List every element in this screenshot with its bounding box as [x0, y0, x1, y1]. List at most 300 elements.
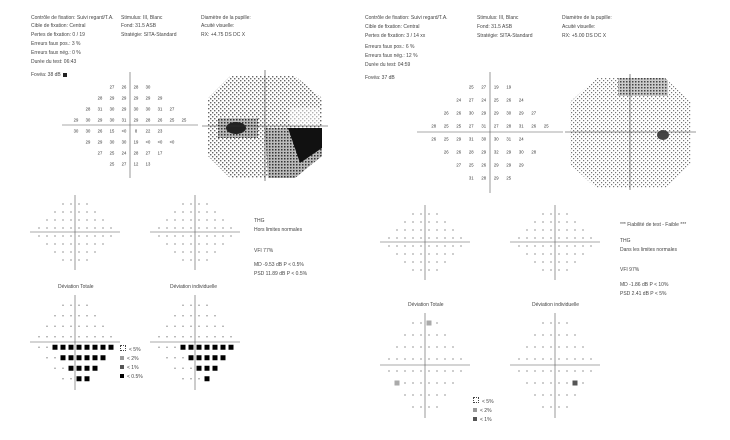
probability-symbol — [412, 322, 413, 323]
md: MD -1.86 dB P < 10% — [620, 282, 669, 288]
probability-symbol — [566, 346, 567, 347]
probability-symbol — [62, 326, 63, 327]
threshold-value: 29 — [157, 95, 163, 101]
threshold-value: 26 — [481, 162, 487, 168]
probability-symbol — [222, 219, 223, 220]
threshold-value: 32 — [493, 149, 499, 155]
threshold-value: 29 — [481, 110, 487, 116]
probability-symbol — [436, 394, 437, 395]
threshold-value: 23 — [157, 128, 163, 134]
probability-symbol — [444, 253, 445, 254]
threshold-value: 26 — [506, 97, 512, 103]
probability-symbol — [574, 370, 575, 371]
probability-symbol — [420, 346, 421, 347]
probability-symbol — [420, 406, 421, 407]
probability-symbol — [182, 227, 183, 228]
threshold-value: 30 — [109, 106, 115, 112]
probability-symbol — [412, 221, 413, 222]
probability-symbol — [412, 406, 413, 407]
probability-symbol — [404, 229, 405, 230]
probability-symbol — [62, 243, 63, 244]
probability-symbol — [54, 315, 55, 316]
probability-symbol — [428, 261, 429, 262]
probability-symbol — [558, 229, 559, 230]
probability-symbol — [566, 245, 567, 246]
threshold-value: <0 — [145, 139, 151, 145]
probability-symbol — [428, 221, 429, 222]
probability-symbol — [412, 346, 413, 347]
probability-symbol — [518, 237, 519, 238]
probability-symbol — [550, 245, 551, 246]
threshold-value: 29 — [109, 95, 115, 101]
probability-symbol — [558, 221, 559, 222]
fixation-losses: Pertes de fixation: 3 / 14 xx — [365, 33, 426, 39]
probability-symbol — [102, 227, 103, 228]
probability-symbol — [182, 219, 183, 220]
probability-symbol — [526, 382, 527, 383]
probability-symbol — [78, 227, 79, 228]
threshold-value: 31 — [468, 136, 474, 142]
probability-symbol — [452, 382, 453, 383]
probability-symbol — [206, 259, 207, 260]
probability-symbol — [198, 378, 199, 379]
probability-symbol — [534, 370, 535, 371]
threshold-value: 28 — [506, 123, 512, 129]
probability-symbol — [77, 376, 82, 381]
threshold-value: 27 — [97, 150, 103, 156]
probability-symbol — [198, 326, 199, 327]
probability-symbol — [550, 334, 551, 335]
probability-symbol — [542, 253, 543, 254]
probability-symbol — [197, 355, 202, 360]
probability-symbol — [542, 382, 543, 383]
probability-symbol — [86, 211, 87, 212]
probability-symbol — [38, 235, 39, 236]
threshold-value: 28 — [481, 175, 487, 181]
probability-symbol — [93, 345, 98, 350]
probability-symbol — [206, 243, 207, 244]
threshold-value: 30 — [109, 139, 115, 145]
threshold-value: 27 — [456, 162, 462, 168]
probability-symbol — [404, 245, 405, 246]
probability-symbol — [412, 229, 413, 230]
probability-symbol — [582, 358, 583, 359]
threshold-value: 28 — [468, 149, 474, 155]
probability-symbol — [222, 326, 223, 327]
probability-symbol — [229, 345, 234, 350]
fixation-losses: Pertes de fixation: 0 / 19 — [31, 32, 85, 38]
probability-symbol — [94, 326, 95, 327]
probability-symbol — [428, 269, 429, 270]
probability-symbol — [62, 378, 63, 379]
fovea-value: Fovéa: 38 dB — [31, 72, 67, 78]
probability-symbol — [452, 237, 453, 238]
threshold-value: 26 — [97, 128, 103, 134]
false-pos: Erreurs faux pos.: 3 % — [31, 41, 81, 47]
threshold-value: 15 — [109, 128, 115, 134]
probability-symbol — [166, 235, 167, 236]
probability-symbol — [566, 406, 567, 407]
probability-symbol — [566, 253, 567, 254]
probability-symbol — [526, 237, 527, 238]
probability-symbol — [86, 203, 87, 204]
probability-symbol — [542, 406, 543, 407]
total-deviation-label: Déviation Totale — [58, 284, 94, 290]
probability-symbol — [436, 370, 437, 371]
probability-symbol — [38, 336, 39, 337]
probability-symbol — [214, 219, 215, 220]
threshold-value: 25 — [109, 161, 115, 167]
probability-symbol — [550, 370, 551, 371]
probability-symbol — [85, 355, 90, 360]
probability-symbol — [86, 336, 87, 337]
probability-symbol — [94, 315, 95, 316]
probability-symbol — [558, 370, 559, 371]
probability-symbol — [582, 253, 583, 254]
probability-symbol — [174, 211, 175, 212]
probability-symbol — [444, 346, 445, 347]
threshold-value: <0 — [157, 139, 163, 145]
probability-symbol — [182, 378, 183, 379]
probability-symbol — [444, 245, 445, 246]
probability-symbol — [582, 370, 583, 371]
probability-symbol — [566, 229, 567, 230]
probability-symbol — [38, 227, 39, 228]
probability-symbol — [166, 227, 167, 228]
threshold-value: 31 — [506, 136, 512, 142]
probability-symbol — [109, 345, 114, 350]
threshold-value: 31 — [121, 117, 127, 123]
right-eye-report — [365, 0, 730, 440]
probability-symbol — [436, 253, 437, 254]
probability-symbol — [78, 211, 79, 212]
threshold-value: 26 — [121, 84, 127, 90]
threshold-value: 26 — [157, 117, 163, 123]
probability-symbol — [534, 261, 535, 262]
probability-symbol — [420, 245, 421, 246]
probability-symbol — [198, 305, 199, 306]
probability-symbol — [190, 251, 191, 252]
probability-symbol — [174, 336, 175, 337]
probability-symbol — [77, 345, 82, 350]
probability-symbol — [542, 245, 543, 246]
probability-symbol — [436, 245, 437, 246]
probability-symbol — [534, 245, 535, 246]
probability-symbol — [77, 355, 82, 360]
threshold-value: 26 — [431, 136, 437, 142]
threshold-value: 27 — [169, 106, 175, 112]
probability-symbol — [534, 334, 535, 335]
probability-symbol — [526, 346, 527, 347]
probability-symbol — [534, 346, 535, 347]
probability-symbol — [420, 334, 421, 335]
probability-symbol — [78, 315, 79, 316]
probability-symbol — [566, 261, 567, 262]
probability-symbol — [436, 346, 437, 347]
probability-symbol — [86, 326, 87, 327]
fixation-target: Cible de fixation: Central — [365, 24, 420, 30]
probability-symbol — [452, 229, 453, 230]
threshold-value: 8 — [134, 128, 138, 134]
probability-symbol — [573, 381, 578, 386]
probability-symbol — [582, 245, 583, 246]
probability-symbol — [452, 346, 453, 347]
probability-symbol — [436, 334, 437, 335]
threshold-value: 19 — [506, 84, 512, 90]
probability-symbol — [174, 227, 175, 228]
probability-symbol — [54, 251, 55, 252]
probability-symbol — [206, 227, 207, 228]
probability-symbol — [404, 261, 405, 262]
probability-symbol — [404, 221, 405, 222]
threshold-value: 29 — [97, 117, 103, 123]
probability-symbol — [412, 261, 413, 262]
threshold-value: 30 — [73, 128, 79, 134]
probability-symbol — [582, 229, 583, 230]
probability-symbol — [174, 357, 175, 358]
probability-symbol — [550, 261, 551, 262]
probability-symbol — [420, 394, 421, 395]
probability-symbol — [526, 229, 527, 230]
probability-symbol — [197, 345, 202, 350]
probability-symbol — [69, 355, 74, 360]
probability-symbol — [558, 394, 559, 395]
threshold-value: 24 — [121, 150, 127, 156]
probability-symbol — [158, 336, 159, 337]
threshold-value: 27 — [493, 123, 499, 129]
threshold-value: 29 — [121, 106, 127, 112]
probability-symbol — [213, 366, 218, 371]
probability-symbol — [574, 221, 575, 222]
probability-symbol — [542, 221, 543, 222]
probability-symbol — [70, 259, 71, 260]
probability-symbol — [61, 355, 66, 360]
ght-value: Dans les limites normales — [620, 247, 677, 253]
probability-symbol — [190, 378, 191, 379]
grayscale-plot-left — [200, 68, 330, 183]
probability-symbol — [46, 357, 47, 358]
threshold-value: 25 — [443, 123, 449, 129]
probability-symbol — [182, 326, 183, 327]
probability-symbol — [412, 253, 413, 254]
probability-symbol — [396, 358, 397, 359]
probability-symbol — [102, 243, 103, 244]
probability-symbol — [436, 382, 437, 383]
probability-symbol — [214, 336, 215, 337]
background: Fond: 31.5 ASB — [477, 24, 513, 30]
fixation-target: Cible de fixation: Central — [31, 23, 86, 29]
probability-symbol — [404, 334, 405, 335]
probability-symbol — [62, 235, 63, 236]
threshold-value: 29 — [133, 117, 139, 123]
probability-symbol — [550, 269, 551, 270]
probability-symbol — [396, 229, 397, 230]
probability-symbol — [206, 305, 207, 306]
probability-symbol — [436, 237, 437, 238]
threshold-value: 30 — [109, 117, 115, 123]
threshold-value: 13 — [145, 161, 151, 167]
probability-symbol — [412, 358, 413, 359]
probability-symbol — [54, 219, 55, 220]
probability-symbol — [198, 251, 199, 252]
false-pos: Erreurs faux pos.: 6 % — [365, 44, 415, 50]
probability-symbol — [102, 235, 103, 236]
probability-symbol — [558, 358, 559, 359]
threshold-value: 31 — [157, 106, 163, 112]
probability-symbol — [574, 358, 575, 359]
total-deviation-prob-left — [30, 295, 120, 390]
probability-symbol — [230, 227, 231, 228]
probability-symbol — [101, 345, 106, 350]
strategy: Stratégie: SITA-Standard — [121, 32, 177, 38]
fixation-control: Contrôle de fixation: Suivi regard/T.A. — [365, 15, 448, 21]
probability-symbol — [110, 336, 111, 337]
probability-symbol — [428, 406, 429, 407]
probability-symbol — [182, 243, 183, 244]
probability-symbol — [62, 305, 63, 306]
probability-symbol — [46, 227, 47, 228]
probability-symbol — [93, 366, 98, 371]
legend-item: < 5% — [120, 345, 143, 353]
probability-symbol — [70, 219, 71, 220]
probability-symbol — [102, 336, 103, 337]
probability-symbol — [62, 251, 63, 252]
threshold-value: 25 — [493, 97, 499, 103]
false-neg: Erreurs faux nég.: 0 % — [31, 50, 81, 56]
probability-symbol — [542, 269, 543, 270]
probability-symbol — [181, 345, 186, 350]
probability-symbol — [54, 336, 55, 337]
threshold-value: 29 — [145, 95, 151, 101]
threshold-value: 28 — [531, 149, 537, 155]
probability-symbol — [412, 382, 413, 383]
probability-symbol — [550, 394, 551, 395]
probability-symbol — [582, 237, 583, 238]
threshold-value: 27 — [121, 161, 127, 167]
pupil-diameter: Diamètre de la pupille: — [562, 15, 612, 21]
total-deviation-prob-right — [380, 313, 470, 418]
probability-symbol — [412, 334, 413, 335]
probability-symbol — [86, 305, 87, 306]
probability-symbol — [205, 355, 210, 360]
probability-symbol — [206, 315, 207, 316]
probability-symbol — [214, 243, 215, 244]
probability-symbol — [550, 322, 551, 323]
probability-symbol — [94, 336, 95, 337]
probability-symbol — [526, 370, 527, 371]
probability-symbol — [62, 336, 63, 337]
probability-symbol — [94, 211, 95, 212]
probability-symbol — [54, 243, 55, 244]
threshold-value: 25 — [169, 117, 175, 123]
probability-symbol — [206, 219, 207, 220]
probability-symbol — [189, 355, 194, 360]
threshold-value: 30 — [133, 106, 139, 112]
threshold-value: 24 — [481, 97, 487, 103]
probability-symbol — [70, 243, 71, 244]
probability-symbol — [222, 336, 223, 337]
probability-symbol — [534, 358, 535, 359]
threshold-value: 24 — [518, 97, 524, 103]
threshold-value: 27 — [468, 123, 474, 129]
probability-symbol — [198, 315, 199, 316]
probability-symbol — [558, 237, 559, 238]
probability-symbol — [94, 227, 95, 228]
probability-symbol — [86, 227, 87, 228]
probability-symbol — [94, 243, 95, 244]
probability-symbol — [190, 211, 191, 212]
vfi: VFI 77% — [254, 248, 274, 254]
probability-symbol — [62, 219, 63, 220]
probability-symbol — [404, 382, 405, 383]
reliability-warning: *** Fiabilité de test - Faible *** — [620, 222, 687, 228]
probability-symbol — [190, 203, 191, 204]
probability-symbol — [70, 378, 71, 379]
probability-symbol — [214, 315, 215, 316]
probability-symbol — [174, 243, 175, 244]
probability-symbol — [526, 358, 527, 359]
probability-symbol — [550, 253, 551, 254]
probability-symbol — [62, 211, 63, 212]
probability-symbol — [174, 347, 175, 348]
threshold-value: 19 — [133, 139, 139, 145]
threshold-value: 25 — [543, 123, 549, 129]
probability-symbol — [566, 221, 567, 222]
probability-symbol — [420, 358, 421, 359]
probability-symbol — [428, 334, 429, 335]
probability-symbol — [190, 305, 191, 306]
probability-symbol — [190, 243, 191, 244]
probability-symbol — [94, 235, 95, 236]
probability-symbol — [53, 345, 58, 350]
threshold-value: 24 — [518, 136, 524, 142]
probability-symbol — [534, 382, 535, 383]
probability-symbol — [166, 347, 167, 348]
probability-symbol — [94, 251, 95, 252]
probability-symbol — [158, 235, 159, 236]
probability-symbol — [574, 229, 575, 230]
probability-symbol — [534, 394, 535, 395]
probability-symbol — [444, 370, 445, 371]
probability-symbol — [214, 211, 215, 212]
probability-symbol — [78, 251, 79, 252]
probability-symbol — [221, 355, 226, 360]
probability-symbol — [166, 219, 167, 220]
probability-symbol — [542, 237, 543, 238]
probability-symbol — [158, 347, 159, 348]
probability-symbol — [86, 243, 87, 244]
test-duration: Durée du test: 06:43 — [31, 59, 77, 65]
threshold-value: 28 — [133, 84, 139, 90]
probability-symbol — [69, 345, 74, 350]
threshold-value: 29 — [493, 110, 499, 116]
probability-symbol — [174, 326, 175, 327]
probability-symbol — [182, 336, 183, 337]
probability-symbol — [85, 366, 90, 371]
threshold-value: 31 — [481, 123, 487, 129]
probability-symbol — [54, 227, 55, 228]
probability-symbol — [534, 221, 535, 222]
probability-symbol — [460, 245, 461, 246]
probability-symbol — [46, 326, 47, 327]
threshold-value: 31 — [97, 106, 103, 112]
probability-symbol — [189, 345, 194, 350]
probability-symbol — [70, 227, 71, 228]
probability-symbol — [460, 358, 461, 359]
probability-symbol — [582, 346, 583, 347]
probability-symbol — [420, 382, 421, 383]
probability-symbol — [566, 382, 567, 383]
